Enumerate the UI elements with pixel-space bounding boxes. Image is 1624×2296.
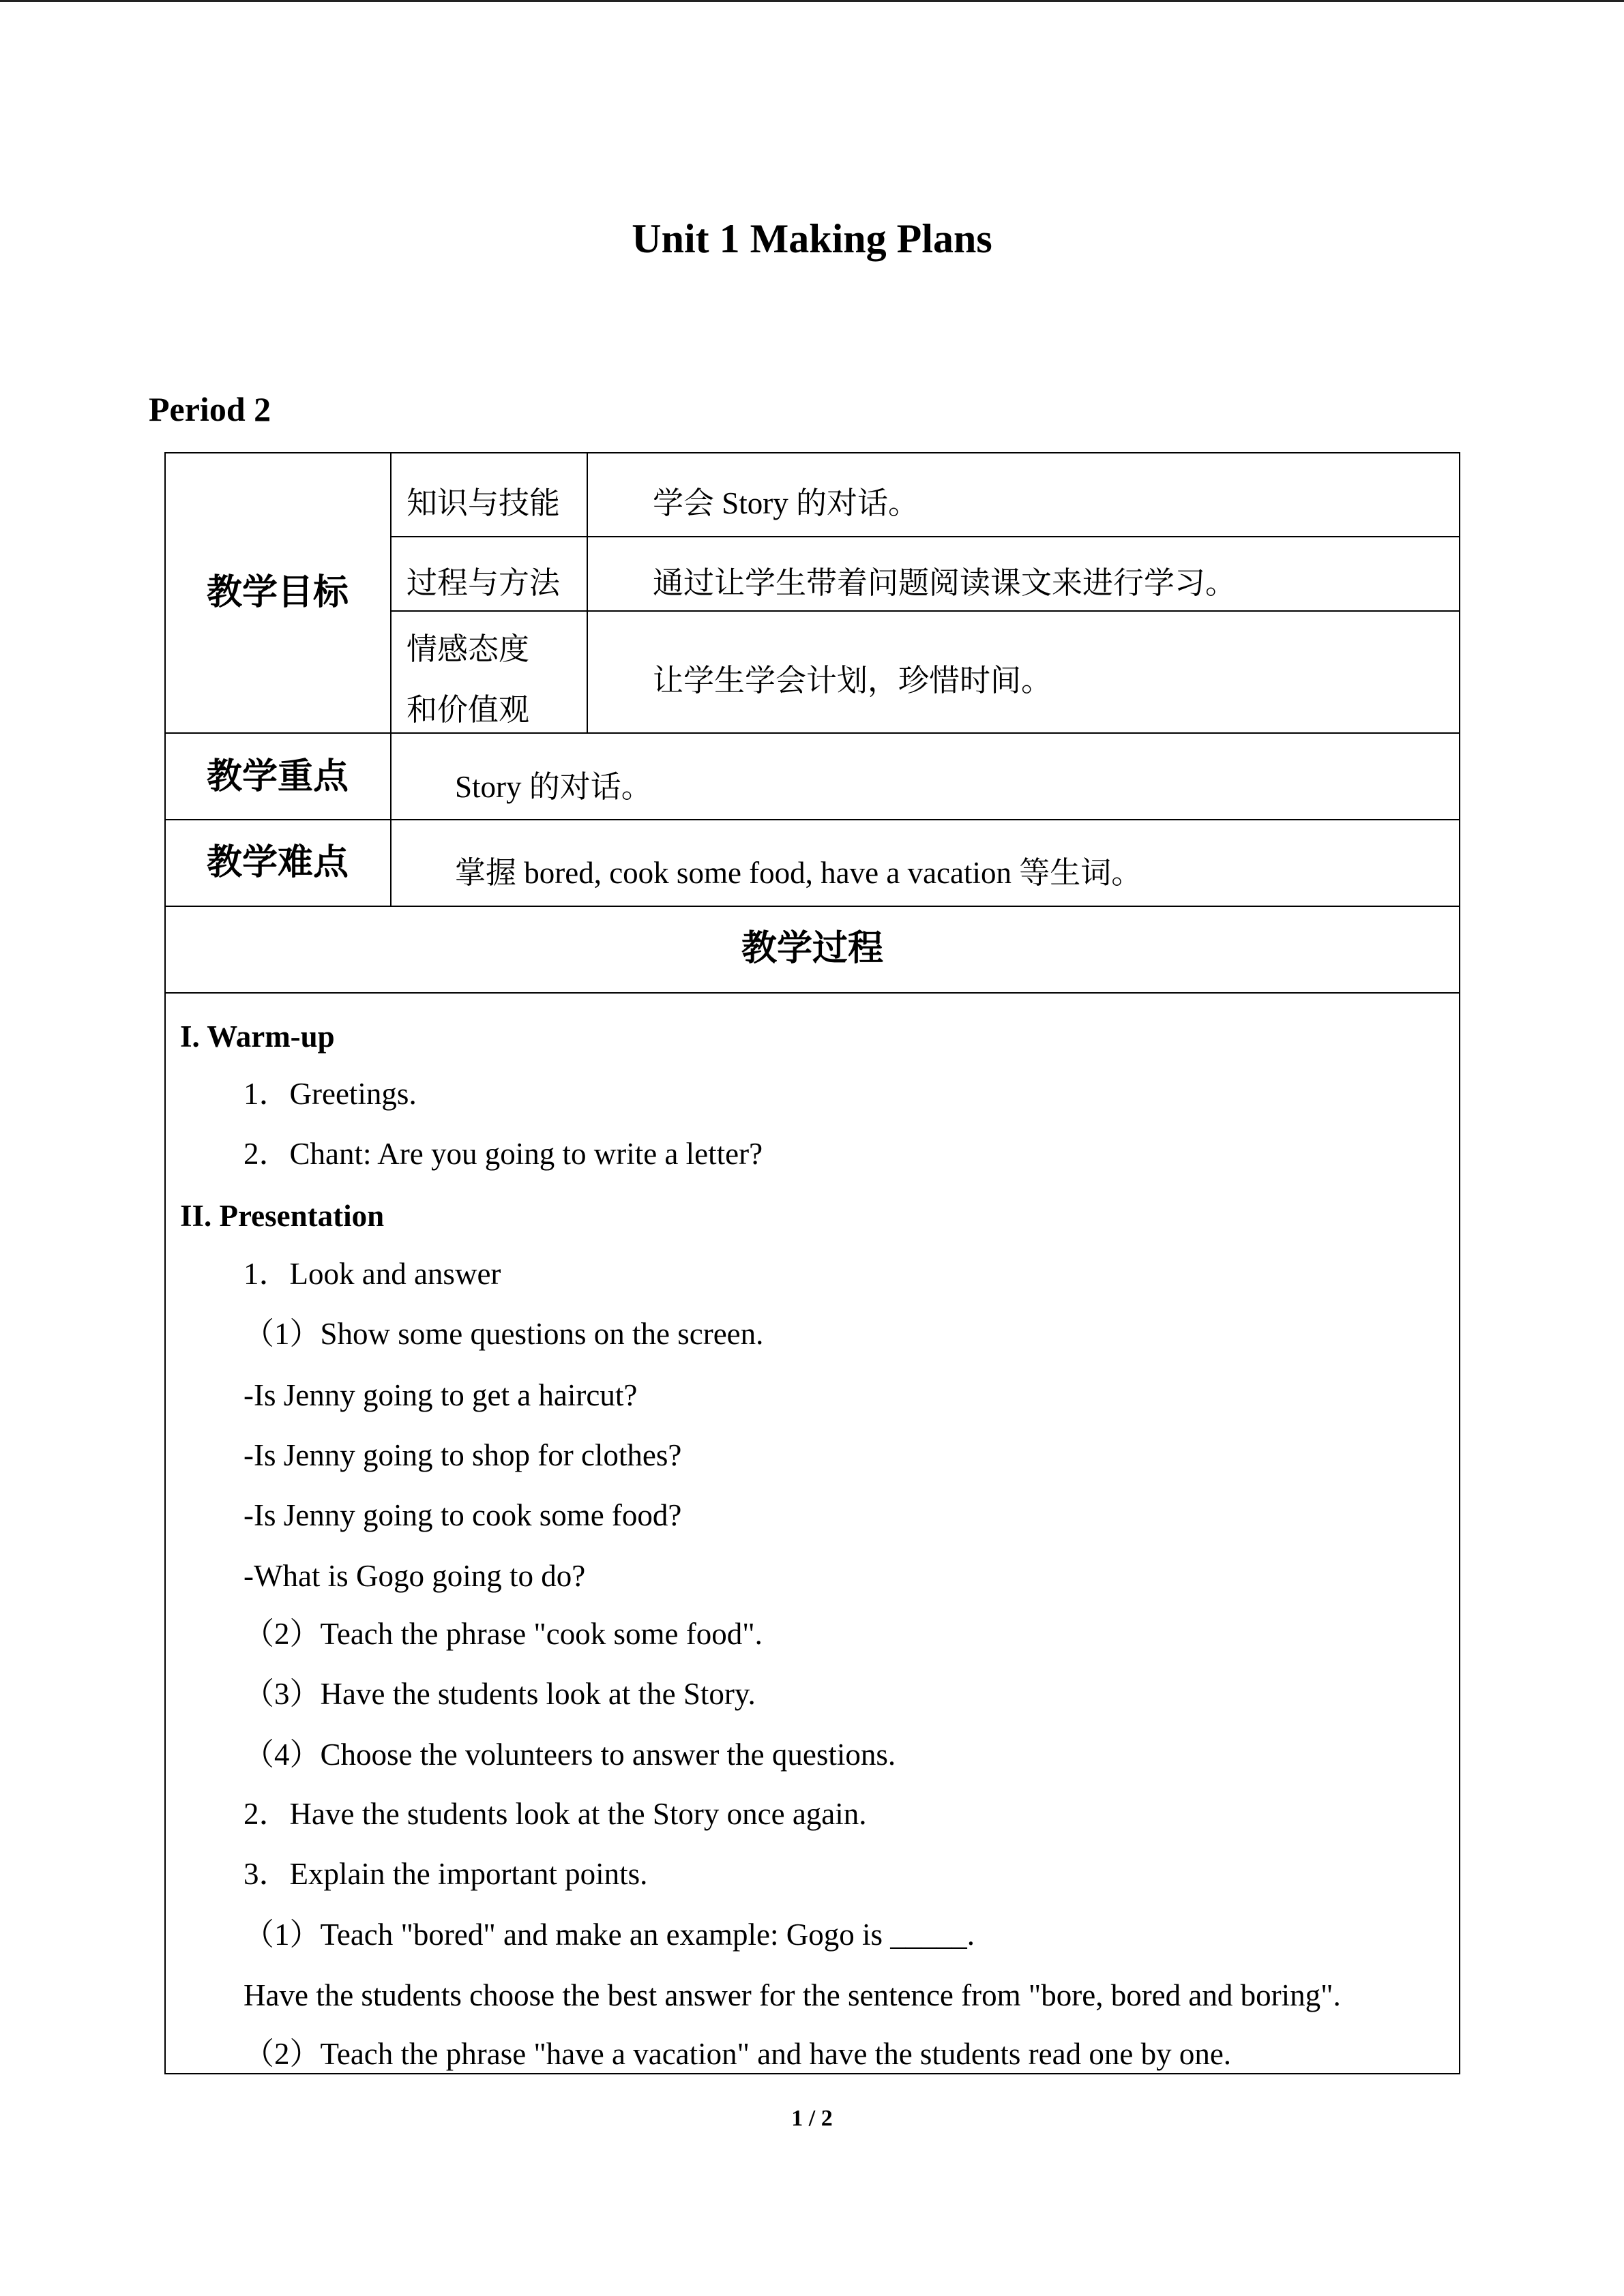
list-item: （1）Teach "bored" and make an example: Gogo is _____. — [243, 1918, 975, 1952]
page-top-border — [0, 0, 1624, 2]
document-title: Unit 1 Making Plans — [632, 216, 992, 261]
table-border — [164, 819, 1460, 820]
objective-category-attitude-line1: 情感态度 — [407, 632, 530, 666]
objective-content-process: 通过让学生带着问题阅读课文来进行学习。 — [653, 566, 1237, 600]
table-border — [164, 906, 1460, 907]
table-border — [390, 452, 392, 906]
list-item: -Is Jenny going to cook some food? — [243, 1498, 682, 1532]
table-border-left — [164, 452, 166, 2074]
table-border — [164, 992, 1460, 994]
objective-category-process: 过程与方法 — [407, 566, 561, 600]
table-border — [392, 610, 1460, 612]
objectives-label: 教学目标 — [206, 572, 349, 613]
objective-content-attitude: 让学生学会计划，珍惜时间。 — [653, 664, 1052, 698]
list-item: -Is Jenny going to shop for clothes? — [243, 1438, 682, 1472]
table-border — [164, 732, 1460, 734]
list-item: 3．Explain the important points. — [243, 1857, 648, 1891]
page-number: 1 / 2 — [791, 2106, 833, 2131]
key-points-content: Story 的对话。 — [455, 770, 652, 804]
list-item: （1）Show some questions on the screen. — [243, 1317, 764, 1351]
list-item: Have the students choose the best answer for the sentence from "bore, bored and boring". — [243, 1978, 1341, 2012]
list-item: 1．Greetings. — [243, 1077, 417, 1111]
key-points-label: 教学重点 — [206, 756, 349, 797]
list-item: （3）Have the students look at the Story. — [243, 1677, 756, 1711]
list-item: -Is Jenny going to get a haircut? — [243, 1378, 638, 1412]
objective-category-attitude-line2: 和价值观 — [407, 693, 530, 727]
table-border-top — [164, 452, 1460, 453]
list-item: 1．Look and answer — [243, 1257, 501, 1291]
list-item: -What is Gogo going to do? — [243, 1559, 586, 1593]
period-label: Period 2 — [149, 390, 271, 428]
list-item: （2）Teach the phrase "cook some food". — [243, 1617, 763, 1651]
section-heading: II. Presentation — [180, 1199, 385, 1233]
list-item: 2．Have the students look at the Story once again. — [243, 1797, 867, 1831]
teaching-process-title: 教学过程 — [741, 928, 883, 969]
difficult-points-label: 教学难点 — [206, 842, 349, 883]
list-item: （4）Choose the volunteers to answer the questions. — [243, 1738, 896, 1772]
objective-category-knowledge: 知识与技能 — [407, 486, 561, 520]
list-item: （2）Teach the phrase "have a vacation" and have the students read one by one. — [243, 2037, 1232, 2071]
table-border — [587, 452, 588, 734]
list-item: 2．Chant: Are you going to write a letter? — [243, 1137, 763, 1171]
difficult-points-content: 掌握 bored, cook some food, have a vacation 等生词。 — [455, 856, 1142, 890]
table-border — [392, 536, 1460, 537]
objective-content-knowledge: 学会 Story 的对话。 — [653, 486, 919, 520]
table-border-right — [1459, 452, 1460, 2074]
section-heading: I. Warm-up — [180, 1019, 335, 1054]
